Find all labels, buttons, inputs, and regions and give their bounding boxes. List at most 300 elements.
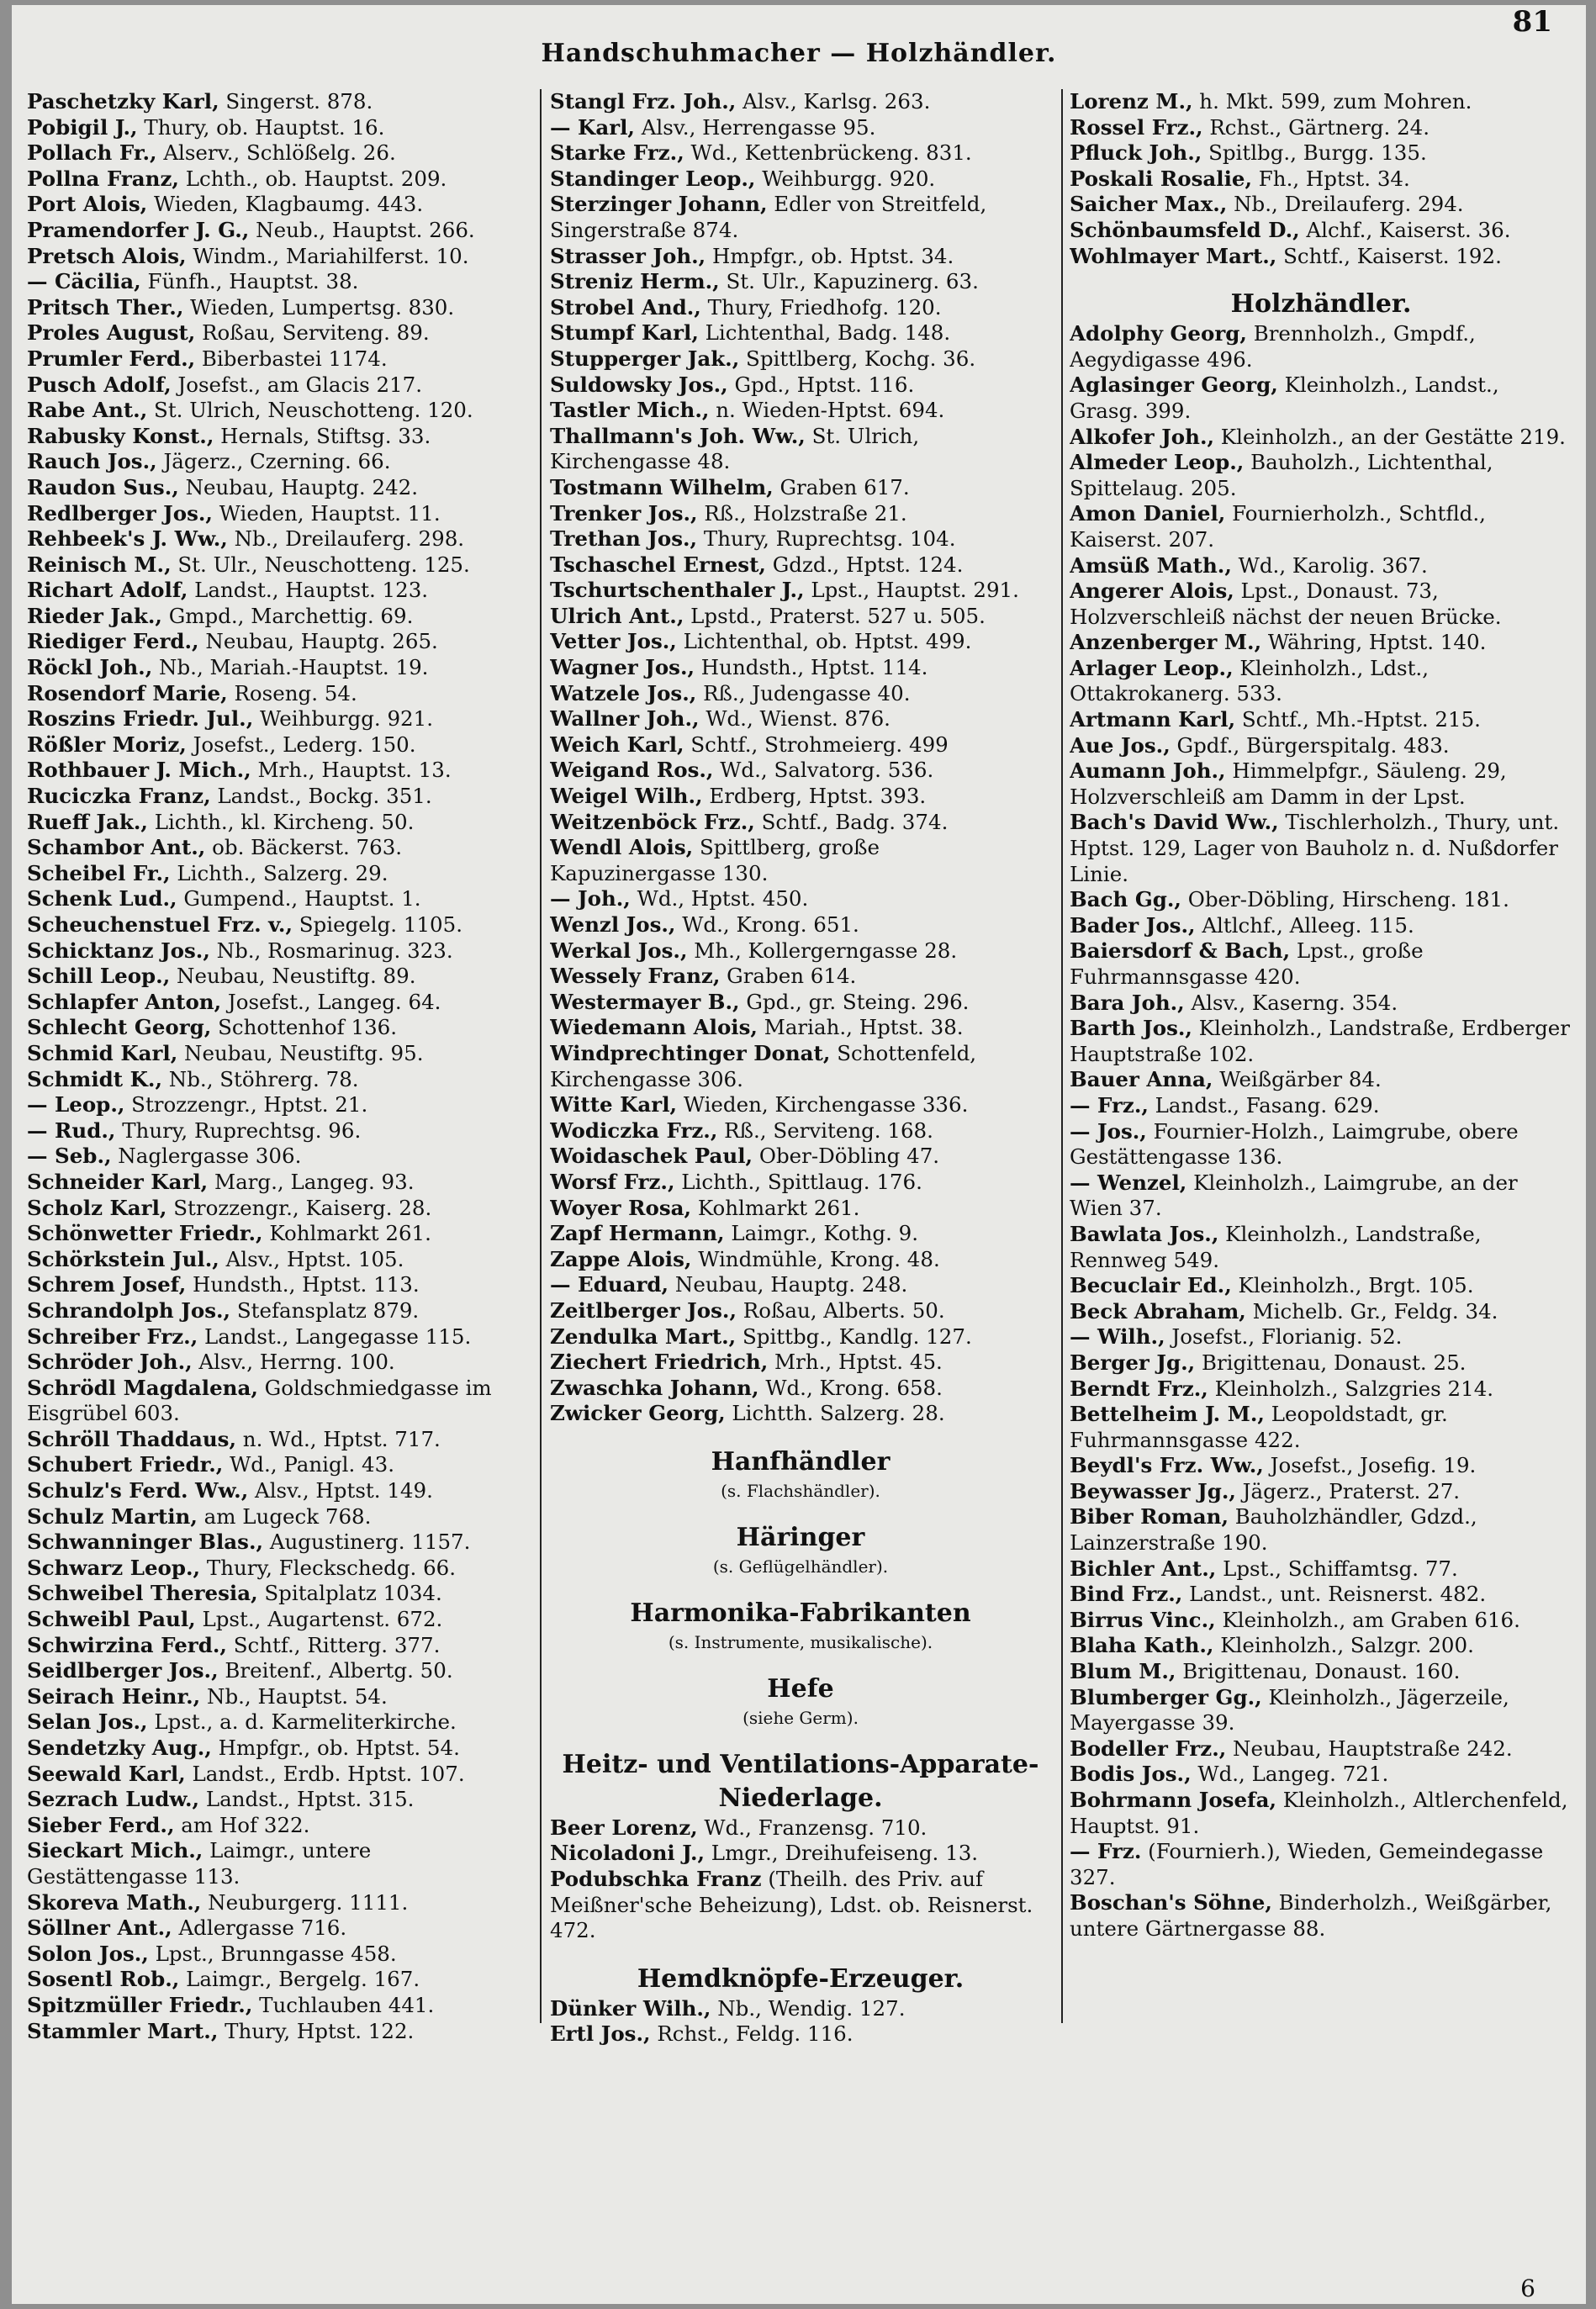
directory-entry: [550, 1350, 1051, 1376]
directory-entry: [550, 166, 1051, 193]
section-note: (s. Flachshändler).: [721, 1480, 880, 1501]
directory-entry: [1070, 733, 1572, 759]
entry-name: Wohlmayer Mart.,: [1070, 243, 1277, 268]
entry-address: Hmpfgr., ob. Hptst. 54.: [211, 1736, 460, 1760]
entry-address: Brigittenau, Donaust. 25.: [1195, 1350, 1467, 1375]
directory-entry: [27, 475, 531, 501]
entry-address: Rchst., Gärtnerg. 24.: [1202, 114, 1430, 140]
entry-name: Worsf Frz.,: [550, 1169, 675, 1194]
entry-address: Windmühle, Krong. 48.: [691, 1246, 940, 1271]
entry-name: Pollna Franz,: [27, 166, 179, 191]
directory-entry: [550, 192, 1051, 243]
directory-entry: [1070, 1273, 1572, 1299]
entry-name: Pusch Adolf,: [27, 372, 172, 397]
entry-address: Neubau, Hauptstraße 242.: [1226, 1736, 1513, 1761]
entry-name: Witte Karl,: [550, 1092, 678, 1118]
entry-name: Wiedemann Alois,: [550, 1015, 758, 1040]
directory-entry: [1070, 1582, 1572, 1608]
entry-name: Spitzmüller Friedr.,: [27, 1992, 253, 2017]
entry-name: Strasser Joh.,: [550, 243, 706, 268]
column-2: [550, 89, 1051, 2284]
directory-entry: [550, 835, 1051, 886]
entry-address: Weihburgg. 920.: [755, 166, 936, 191]
directory-entry: [27, 295, 531, 321]
entry-address: Neubau, Neustiftg. 95.: [177, 1040, 424, 1065]
directory-entry: [27, 1452, 531, 1478]
entry-name: Arlager Leop.,: [1070, 655, 1234, 680]
entry-name: — Frz.,: [1070, 1092, 1149, 1118]
entry-address: Rß., Serviteng. 168.: [717, 1118, 933, 1143]
entry-address: Josefst., Langeg. 64.: [221, 989, 441, 1014]
entry-address: Lichth., Spittlaug. 176.: [674, 1169, 922, 1194]
directory-entry: [27, 990, 531, 1016]
entry-address: Tuchlauben 441.: [252, 1992, 435, 2017]
directory-entry: [550, 784, 1051, 810]
entry-name: Barth Jos.,: [1070, 1016, 1192, 1041]
directory-entry: [550, 501, 1051, 527]
entry-address: Wd., Langeg. 721.: [1191, 1762, 1389, 1787]
entry-name: Wallner Joh.,: [550, 706, 700, 732]
directory-entry: [27, 1324, 531, 1350]
directory-entry: [27, 1684, 531, 1710]
entry-name: Beer Lorenz,: [550, 1815, 698, 1840]
directory-entry: [550, 244, 1051, 270]
entry-address: Kleinholzh., Salzgr. 200.: [1213, 1633, 1474, 1658]
entry-address: Alsv., Hptst. 105.: [219, 1246, 404, 1271]
entry-name: Schwirzina Ferd.,: [27, 1632, 227, 1657]
entry-name: Schulz Martin,: [27, 1503, 198, 1529]
entry-name: Strobel And.,: [550, 294, 701, 320]
entry-address: Nb., Hauptst. 54.: [200, 1683, 388, 1709]
directory-entry: [27, 501, 531, 527]
directory-entry: [1070, 425, 1572, 451]
directory-entry: [27, 1015, 531, 1041]
entry-name: Aglasinger Georg,: [1070, 373, 1278, 398]
entry-name: Dünker Wilh.,: [550, 1995, 711, 2021]
directory-entry: [1070, 140, 1572, 166]
directory-entry: [27, 732, 531, 758]
entry-address: Thury, ob. Hauptst. 16.: [137, 114, 385, 140]
entry-name: Podubschka Franz: [550, 1867, 762, 1892]
entry-name: Biber Roman,: [1070, 1504, 1229, 1530]
directory-entry: [27, 1298, 531, 1324]
entry-address: Kohlmarkt 261.: [691, 1195, 860, 1220]
entry-address: Leopoldstadt, gr. Fuhrmannsgasse 422.: [1070, 1402, 1448, 1452]
directory-entry: [1070, 810, 1572, 887]
directory-entry: [550, 1815, 1051, 1841]
entry-name: Rehbeek's J. Ww.,: [27, 526, 228, 552]
directory-entry: [1070, 89, 1572, 115]
directory-entry: [550, 912, 1051, 938]
entry-address: Michelb. Gr., Feldg. 34.: [1245, 1298, 1498, 1324]
directory-entry: [27, 526, 531, 552]
entry-address: Schtf., Mh.-Hptst. 215.: [1235, 707, 1481, 732]
directory-entry: [1070, 321, 1572, 373]
entry-address: Spittlberg, Kochg. 36.: [739, 346, 976, 371]
directory-entry: [1070, 1839, 1572, 1890]
entry-address: Landst., Langegasse 115.: [198, 1324, 472, 1349]
entry-address: Alsv., Kaserng. 354.: [1184, 990, 1398, 1015]
directory-entry: [1070, 1788, 1572, 1839]
entry-address: Wieden, Hauptst. 11.: [212, 500, 441, 526]
entry-address: Kleinholzh., Laimgrube, an der Wien 37.: [1070, 1170, 1518, 1221]
entry-address: Kleinholzh., am Graben 616.: [1215, 1607, 1520, 1632]
entry-name: Zeitlberger Jos.,: [550, 1297, 737, 1323]
entry-name: Bodeller Frz.,: [1070, 1736, 1227, 1761]
entry-address: Landst., Fasang. 629.: [1148, 1092, 1380, 1118]
entry-address: Lichth., kl. Kircheng. 50.: [147, 809, 415, 834]
entry-address: Singerst. 878.: [219, 89, 373, 114]
entry-name: Anzenberger M.,: [1070, 630, 1262, 655]
entry-name: Zwaschka Johann,: [550, 1375, 759, 1400]
page-header: [12, 5, 1586, 76]
directory-entry: [550, 140, 1051, 166]
entry-name: Bauer Anna,: [1070, 1067, 1213, 1092]
directory-entry: [27, 1041, 531, 1067]
directory-entry: [27, 346, 531, 373]
entry-address: n. Wieden-Hptst. 694.: [709, 398, 945, 423]
entry-address: Landst., Hptst. 315.: [199, 1787, 415, 1812]
entry-address: Lichtenthal, Badg. 148.: [698, 320, 951, 346]
directory-entry: [550, 552, 1051, 579]
entry-name: Zendulka Mart.,: [550, 1324, 737, 1349]
directory-entry: [550, 1170, 1051, 1196]
entry-address: Währing, Hptst. 140.: [1261, 630, 1487, 655]
entry-name: Schubert Friedr.,: [27, 1452, 224, 1477]
entry-name: Wessely Franz,: [550, 964, 721, 989]
entry-name: Tostmann Wilhelm,: [550, 474, 774, 499]
directory-entry: [550, 346, 1051, 373]
directory-entry: [550, 1221, 1051, 1247]
directory-entry: [27, 1813, 531, 1839]
entry-address: Spitalplatz 1034.: [257, 1581, 442, 1606]
directory-entry: [27, 578, 531, 604]
entry-address: Graben 614.: [720, 964, 857, 989]
directory-entry: [1070, 192, 1572, 218]
entry-name: — Frz.: [1070, 1839, 1142, 1864]
entry-name: Schrem Josef,: [27, 1272, 187, 1297]
entry-name: Bohrmann Josefa,: [1070, 1788, 1276, 1812]
directory-entry: [27, 1633, 531, 1659]
entry-address: Wieden, Lumpertsg. 830.: [183, 294, 455, 320]
directory-entry: [27, 1376, 531, 1427]
directory-entry: [1070, 1479, 1572, 1505]
entry-name: Tschaschel Ernest,: [550, 552, 766, 577]
entry-address: Ober-Döbling, Hirscheng. 181.: [1181, 887, 1509, 912]
directory-entry: [27, 604, 531, 630]
entry-name: Bach's David Ww.,: [1070, 810, 1279, 835]
entry-name: Port Alois,: [27, 192, 148, 217]
entry-address: Nb., Dreilauferg. 294.: [1227, 192, 1464, 217]
directory-entry: [27, 681, 531, 707]
directory-entry: [550, 1118, 1051, 1144]
entry-name: — Leop.,: [27, 1092, 125, 1118]
entry-address: Jägerz., Praterst. 27.: [1235, 1478, 1461, 1503]
entry-address: Altlchf., Alleeg. 115.: [1195, 912, 1414, 938]
directory-entry: [27, 1787, 531, 1813]
entry-name: Werkal Jos.,: [550, 938, 688, 963]
entry-address: Lpst., große Fuhrmannsgasse 420.: [1070, 938, 1424, 989]
entry-address: Roseng. 54.: [227, 680, 357, 705]
entry-name: Angerer Alois,: [1070, 579, 1234, 604]
directory-entry: [27, 1915, 531, 1942]
directory-entry: [1070, 115, 1572, 141]
entry-address: Gpd., Hptst. 116.: [727, 372, 915, 397]
directory-entry: [27, 835, 531, 861]
entry-address: Nb., Rosmarinug. 323.: [209, 938, 453, 963]
entry-address: Ober-Döbling 47.: [753, 1144, 940, 1169]
directory-entry: [550, 1015, 1051, 1041]
entry-address: (Fournierh.), Wieden, Gemeindegasse 327.: [1070, 1839, 1544, 1889]
entry-name: — Seb.,: [27, 1144, 112, 1169]
directory-entry: [550, 1324, 1051, 1350]
directory-entry: [550, 1041, 1051, 1092]
directory-entry: [27, 1967, 531, 1993]
directory-entry: [27, 2019, 531, 2045]
entry-name: Starke Frz.,: [550, 140, 684, 166]
entry-name: Seirach Heinr.,: [27, 1683, 201, 1709]
directory-entry: [550, 373, 1051, 399]
entry-address: Lpst., Augartenst. 672.: [195, 1607, 443, 1632]
entry-name: — Eduard,: [550, 1272, 669, 1297]
directory-entry: [27, 1762, 531, 1788]
directory-entry: [550, 115, 1051, 141]
column-1: [27, 89, 531, 2284]
entry-address: Binderholzh., Weißgärber, untere Gärtnergasse 88.: [1070, 1890, 1552, 1941]
entry-name: Sezrach Ludw.,: [27, 1787, 200, 1812]
directory-entry: [27, 706, 531, 732]
directory-entry: [1070, 373, 1572, 424]
entry-address: Hernals, Stiftsg. 33.: [214, 423, 431, 448]
directory-entry: [550, 1996, 1051, 2022]
entry-address: Lpst., Brunngasse 458.: [148, 1941, 397, 1966]
entry-address: Schtf., Strohmeierg. 499: [684, 732, 949, 757]
directory-entry: [27, 1530, 531, 1556]
directory-entry: [550, 732, 1051, 758]
directory-entry: [27, 398, 531, 424]
column-3: [1070, 89, 1572, 2284]
entry-name: Wagner Jos.,: [550, 655, 695, 680]
directory-entry: [550, 938, 1051, 964]
directory-entry: [550, 1298, 1051, 1324]
entry-name: Schambor Ant.,: [27, 835, 206, 860]
directory-entry: [1070, 1324, 1572, 1350]
entry-name: Nicoladoni J.,: [550, 1841, 706, 1866]
entry-address: St. Ulrich, Neuschotteng. 120.: [147, 398, 473, 423]
entry-name: Rothbauer J. Mich.,: [27, 758, 251, 783]
entry-address: Naglergasse 306.: [111, 1144, 302, 1169]
directory-entry: [1070, 501, 1572, 552]
directory-entry: [550, 526, 1051, 552]
entry-name: Redlberger Jos.,: [27, 500, 213, 526]
directory-entry: [1070, 553, 1572, 579]
directory-entry: [27, 269, 531, 295]
entry-address: Kleinholzh., Ldst., Ottakrokanerg. 533.: [1070, 655, 1430, 706]
entry-address: Fournier-Holzh., Laimgrube, obere Gestättengasse 136.: [1070, 1118, 1519, 1170]
directory-entry: [27, 1170, 531, 1196]
entry-name: Wenzl Jos.,: [550, 912, 676, 937]
entry-name: Richart Adolf,: [27, 578, 188, 603]
entry-address: Spiegelg. 1105.: [292, 912, 462, 937]
entry-name: Boschan's Söhne,: [1070, 1890, 1272, 1915]
entry-name: Bettelheim J. M.,: [1070, 1402, 1265, 1427]
entry-name: Schulz's Ferd. Ww.,: [27, 1478, 249, 1503]
entry-name: Schreiber Frz.,: [27, 1324, 198, 1349]
entry-name: Rabe Ant.,: [27, 398, 148, 423]
entry-address: Wd., Wienst. 876.: [699, 706, 890, 732]
entry-address: Spittlberg, große Kapuzinergasse 130.: [550, 835, 880, 885]
directory-entry: [550, 1144, 1051, 1170]
entry-name: Sieber Ferd.,: [27, 1812, 175, 1837]
entry-address: Erdberg, Hptst. 393.: [702, 784, 927, 809]
entry-address: Windm., Mariahilferst. 10.: [186, 243, 469, 268]
directory-entry: [550, 886, 1051, 912]
entry-name: Schwanninger Blas.,: [27, 1530, 264, 1555]
directory-entry: [27, 1272, 531, 1298]
entry-address: Fünfh., Hauptst. 38.: [140, 269, 359, 294]
directory-entry: [1070, 1350, 1572, 1376]
entry-address: Kohlmarkt 261.: [262, 1221, 431, 1246]
directory-entry: [27, 1427, 531, 1453]
entry-name: Amon Daniel,: [1070, 501, 1226, 526]
entry-name: Skoreva Math.,: [27, 1889, 202, 1915]
entry-address: Kleinholzh., Brgt. 105.: [1231, 1273, 1474, 1298]
entry-name: Bawlata Jos.,: [1070, 1221, 1219, 1246]
entry-address: Wd., Salvatorg. 536.: [713, 758, 934, 783]
entry-address: Schtf., Badg. 374.: [754, 809, 949, 834]
entry-name: Zappe Alois,: [550, 1246, 692, 1271]
directory-entry: [1070, 1093, 1572, 1119]
entry-address: Lpst., a. d. Karmeliterkirche.: [147, 1709, 457, 1735]
directory-entry: [27, 1942, 531, 1968]
entry-address: Strozzengr., Hptst. 21.: [124, 1092, 368, 1118]
entry-name: Rabusky Konst.,: [27, 423, 214, 448]
entry-name: Artmann Karl,: [1070, 707, 1236, 732]
entry-name: Schröder Joh.,: [27, 1350, 193, 1375]
entry-name: — Rud.,: [27, 1118, 116, 1143]
entry-name: Schmid Karl,: [27, 1040, 178, 1065]
entry-name: Scholz Karl,: [27, 1195, 167, 1220]
entry-name: Adolphy Georg,: [1070, 321, 1247, 346]
entry-address: Landst., Hauptst. 123.: [188, 578, 429, 603]
directory-entry: [550, 1196, 1051, 1222]
section-note: (siehe Germ).: [743, 1707, 859, 1728]
entry-address: Laimgr., untere Gestättengasse 113.: [27, 1838, 372, 1889]
entry-name: Zwicker Georg,: [550, 1401, 726, 1426]
entry-address: Rchst., Feldg. 116.: [650, 2021, 853, 2047]
directory-entry: [550, 269, 1051, 295]
entry-address: Kleinholzh., an der Gestätte 219.: [1214, 424, 1566, 449]
entry-name: Westermayer B.,: [550, 989, 740, 1014]
entry-name: Schneider Karl,: [27, 1169, 209, 1194]
entry-address: Nb., Mariah.-Hauptst. 19.: [152, 655, 429, 680]
entry-address: Gumpend., Hauptst. 1.: [177, 886, 421, 911]
entry-name: Woyer Rosa,: [550, 1195, 692, 1220]
entry-name: Weitzenböck Frz.,: [550, 809, 755, 834]
entry-name: Rossel Frz.,: [1070, 114, 1203, 140]
entry-name: Raudon Sus.,: [27, 474, 179, 499]
directory-entry: [1070, 991, 1572, 1017]
directory-entry: [550, 320, 1051, 346]
entry-address: Brennholzh., Gmpdf., Aegydigasse 496.: [1070, 321, 1476, 372]
directory-entry: [27, 192, 531, 218]
entry-name: Paschetzky Karl,: [27, 89, 219, 114]
entry-address: Graben 617.: [773, 474, 910, 499]
entry-name: Zapf Hermann,: [550, 1221, 725, 1246]
directory-entry: [27, 449, 531, 475]
entry-address: Lichth., Salzerg. 29.: [170, 860, 388, 885]
entry-name: Roszins Friedr. Jul.,: [27, 706, 254, 732]
entry-name: Alkofer Joh.,: [1070, 424, 1215, 449]
entry-name: Schönwetter Friedr.,: [27, 1221, 263, 1246]
directory-entry: [27, 1350, 531, 1376]
entry-address: Wieden, Klagbaumg. 443.: [147, 192, 424, 217]
directory-entry: [27, 1838, 531, 1889]
directory-entry: [1070, 218, 1572, 244]
directory-entry: [1070, 1299, 1572, 1325]
entry-address: h. Mkt. 599, zum Mohren.: [1192, 89, 1472, 114]
entry-address: Alsv., Hptst. 149.: [248, 1478, 433, 1503]
entry-address: Stefansplatz 879.: [230, 1297, 420, 1323]
directory-entry: [550, 1867, 1051, 1944]
entry-address: Nb., Wendig. 127.: [711, 1995, 906, 2021]
entry-name: Reinisch M.,: [27, 552, 172, 577]
directory-entry: [27, 1067, 531, 1093]
entry-name: Wendl Alois,: [550, 835, 694, 860]
entry-address: n. Wd., Hptst. 717.: [236, 1426, 441, 1451]
entry-name: Stupperger Jak.,: [550, 346, 740, 371]
entry-address: Landst., Bockg. 351.: [210, 784, 432, 809]
directory-entry: [550, 681, 1051, 707]
directory-entry: [550, 1092, 1051, 1118]
directory-page: [12, 5, 1586, 2304]
section-heading: Hanfhändler: [711, 1446, 890, 1477]
entry-address: Thury, Ruprechtsg. 96.: [115, 1118, 362, 1143]
directory-entry: [550, 578, 1051, 604]
entry-address: Kleinholzh., Altlerchenfeld, Hauptst. 91.: [1070, 1788, 1568, 1838]
section-heading: Häringer: [736, 1522, 865, 1552]
entry-address: Roßau, Alberts. 50.: [736, 1297, 945, 1323]
entry-address: Hundsth., Hptst. 113.: [186, 1272, 420, 1297]
entry-name: Riediger Ferd.,: [27, 629, 199, 654]
entry-name: Ruciczka Franz,: [27, 784, 211, 809]
entry-name: Proles August,: [27, 320, 196, 346]
section-heading: Heitz- und Ventilations-Apparate-Niederlage.: [562, 1749, 1039, 1813]
entry-name: Baiersdorf & Bach,: [1070, 938, 1291, 964]
entry-address: Lichtenthal, ob. Hptst. 499.: [676, 629, 972, 654]
entry-address: Thury, Hptst. 122.: [218, 2018, 415, 2043]
entry-name: Rößler Moriz,: [27, 732, 187, 757]
entry-name: Standinger Leop.,: [550, 166, 756, 191]
directory-entry: [27, 1092, 531, 1118]
entry-address: Wd., Krong. 651.: [675, 912, 859, 937]
entry-address: Strozzengr., Kaiserg. 28.: [166, 1195, 432, 1220]
entry-address: St. Ulr., Neuschotteng. 125.: [171, 552, 470, 577]
directory-entry: [1070, 1067, 1572, 1093]
entry-name: Bichler Ant.,: [1070, 1556, 1217, 1581]
directory-entry: [27, 1993, 531, 2019]
entry-address: Alserv., Schlößelg. 26.: [156, 140, 396, 166]
entry-address: Hmpfgr., ob. Hptst. 34.: [706, 243, 954, 268]
entry-name: Trenker Jos.,: [550, 500, 698, 526]
entry-name: Almeder Leop.,: [1070, 450, 1245, 475]
entry-address: Alsv., Herrng. 100.: [192, 1350, 395, 1375]
entry-address: Josefst., Josefig. 19.: [1263, 1453, 1477, 1478]
entry-name: Streniz Herm.,: [550, 269, 720, 294]
entry-name: Bach Gg.,: [1070, 887, 1181, 912]
entry-name: Schrödl Magdalena,: [27, 1375, 258, 1400]
directory-entry: [550, 655, 1051, 681]
